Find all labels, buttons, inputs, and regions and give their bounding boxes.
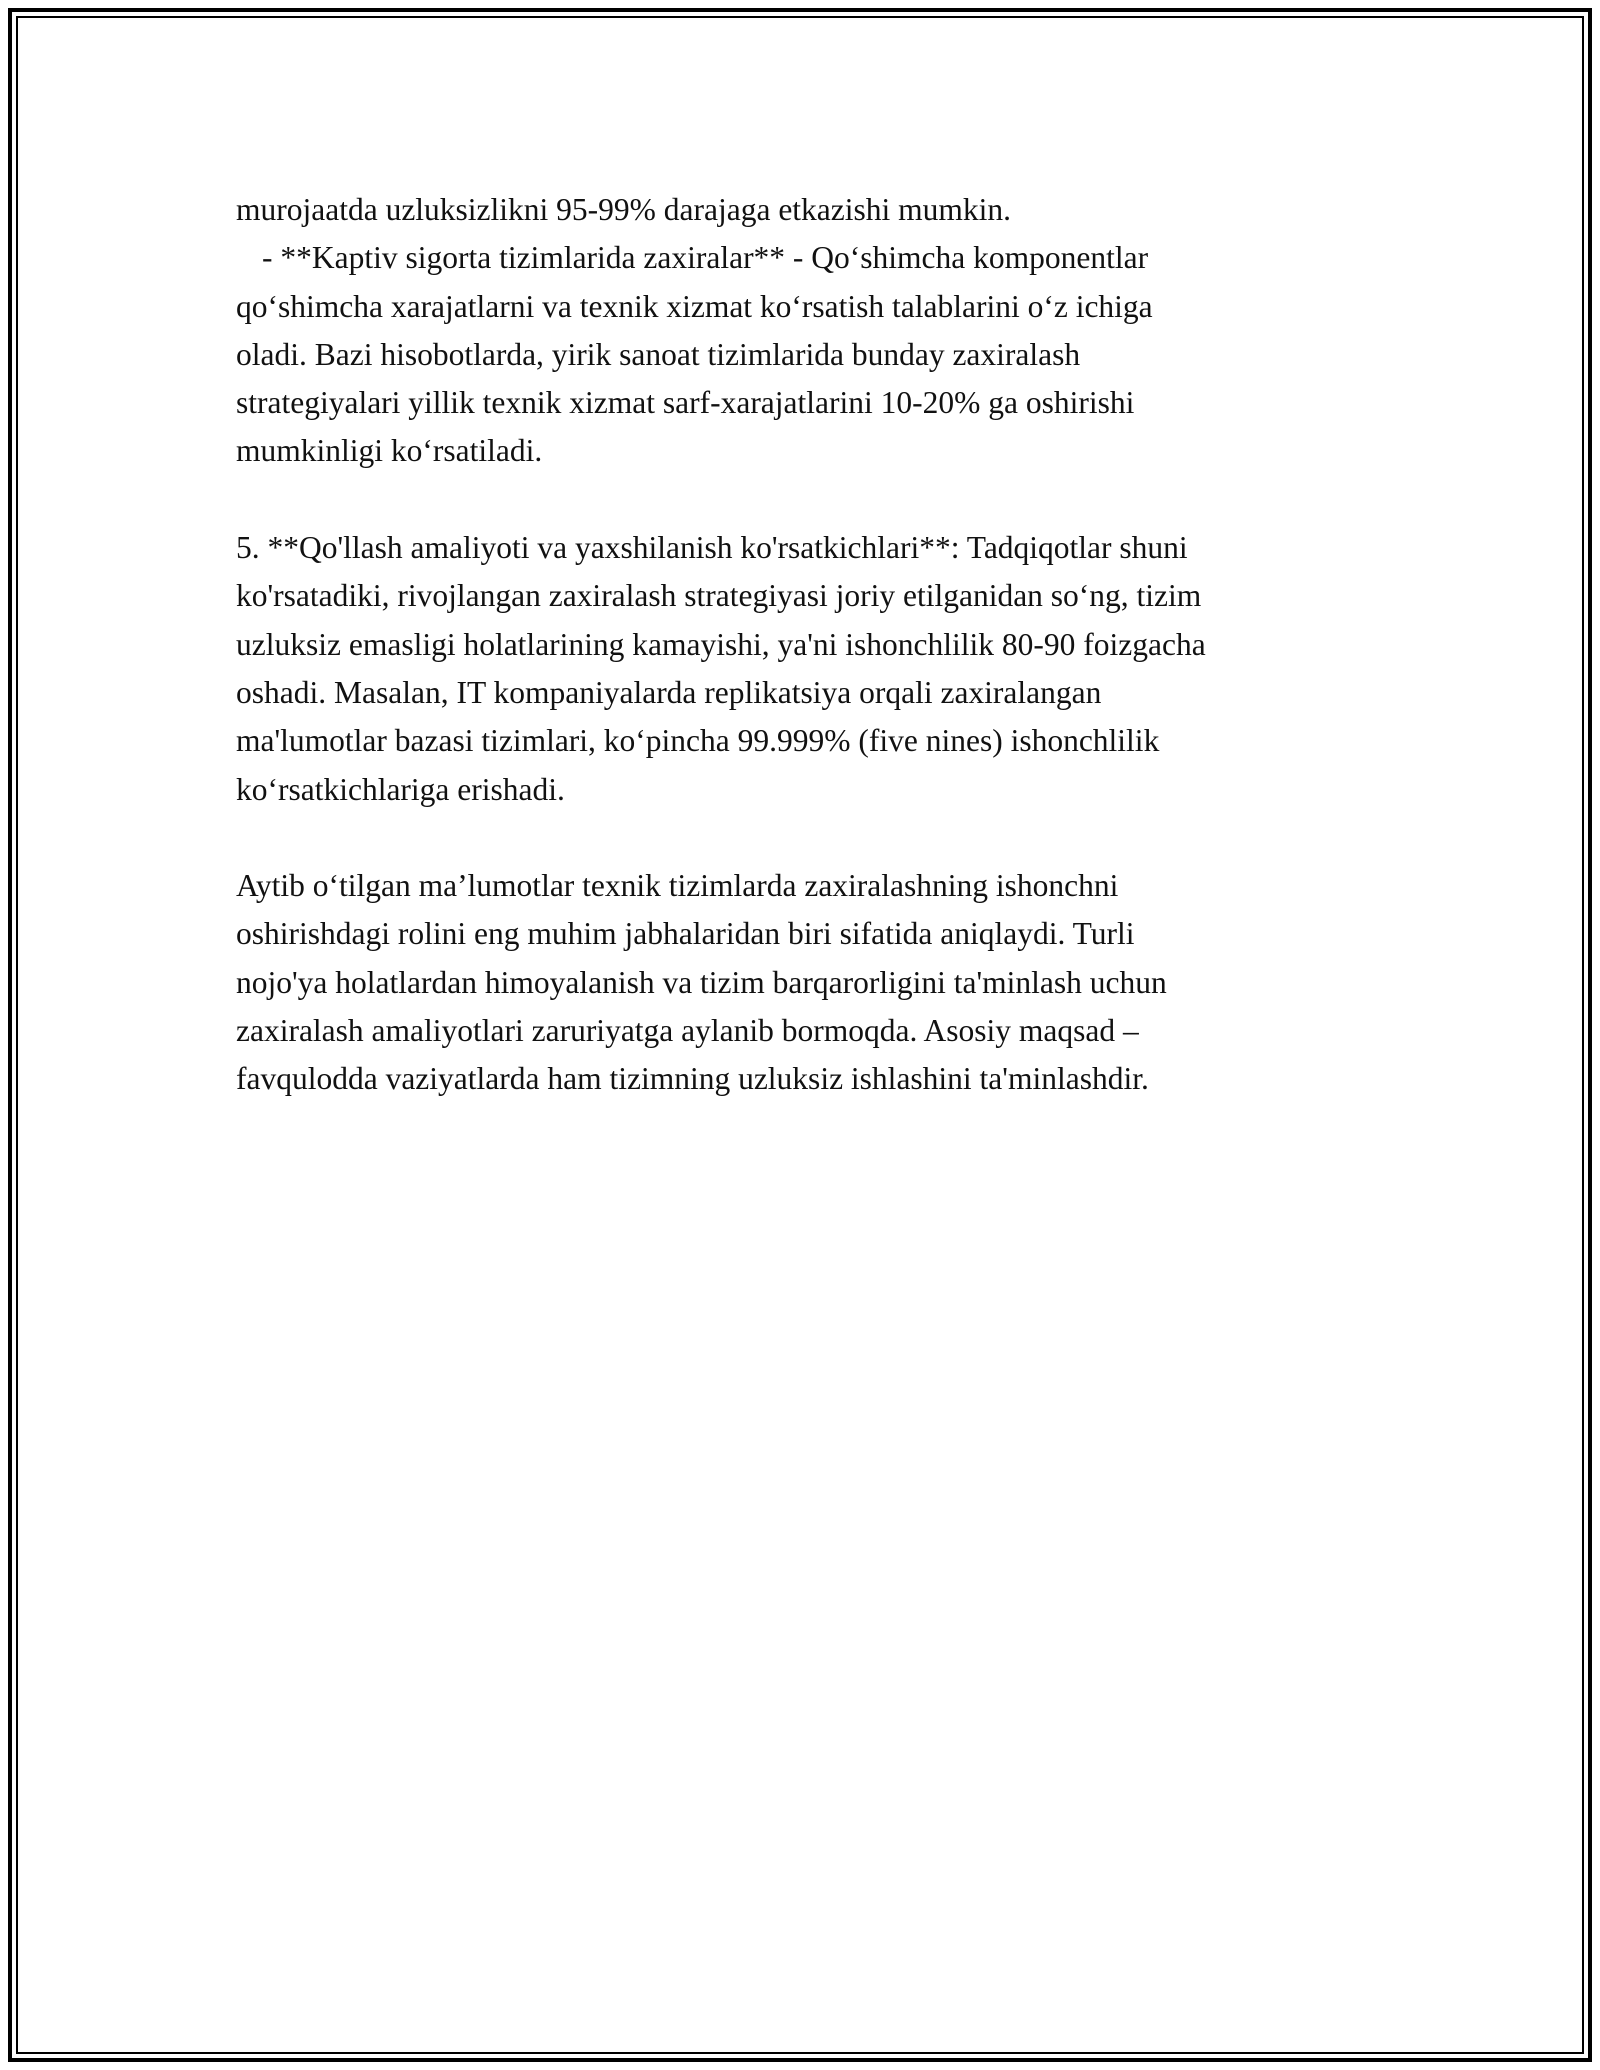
text-line: ko'rsatadiki, rivojlangan zaxiralash strategiyasi joriy etilganidan so‘ng, tizim [236,578,1202,614]
paragraph-spacer [236,814,1386,862]
text-line: qo‘shimcha xarajatlarni va texnik xizmat ko‘rsatish talablarini o‘z ichiga [236,288,1153,324]
text-line: favqulodda vaziyatlarda ham tizimning uzluksiz ishlashini ta'minlashdir. [236,1061,1149,1097]
paragraph-spacer [236,476,1386,524]
text-line: zaxiralash amaliyotlari zaruriyatga aylanib bormoqda. Asosiy maqsad – [236,1013,1139,1049]
text-line: Aytib o‘tilgan ma’lumotlar texnik tizimlarda zaxiralashning ishonchni [236,868,1119,904]
text-line: strategiyalari yillik texnik xizmat sarf-xarajatlarini 10-20% ga oshirishi [236,385,1135,421]
text-line: mumkinligi ko‘rsatiladi. [236,433,543,469]
text-line: ma'lumotlar bazasi tizimlari, ko‘pincha 99.999% (five nines) ishonchlilik [236,723,1160,759]
text-line: - **Kaptiv sigorta tizimlarida zaxiralar** - Qo‘shimcha komponentlar [262,240,1149,276]
text-line: uzluksiz emasligi holatlarining kamayishi, ya'ni ishonchlilik 80-90 foizgacha [236,626,1206,662]
text-line: ko‘rsatkichlariga erishadi. [236,771,565,807]
paragraph-conclusion [236,862,1386,1103]
text-line: oshadi. Masalan, IT kompaniyalarda replikatsiya orqali zaxiralangan [236,674,1102,710]
paragraph-numbered-item-5 [236,524,1386,814]
text-line: oladi. Bazi hisobotlarda, yirik sanoat tizimlarida bunday zaxiralash [236,336,1081,372]
text-line: nojo'ya holatlardan himoyalanish va tizim barqarorligini ta'minlash uchun [236,964,1167,1000]
paragraph-continuation [236,186,1386,476]
text-line: 5. **Qo'llash amaliyoti va yaxshilanish ko'rsatkichlari**: Tadqiqotlar shuni [236,530,1188,566]
text-line: murojaatda uzluksizlikni 95-99% darajaga etkazishi mumkin. [236,192,1012,227]
document-body [236,186,1386,1104]
text-line: oshirishdagi rolini eng muhim jabhalaridan biri sifatida aniqlaydi. Turli [236,916,1135,952]
